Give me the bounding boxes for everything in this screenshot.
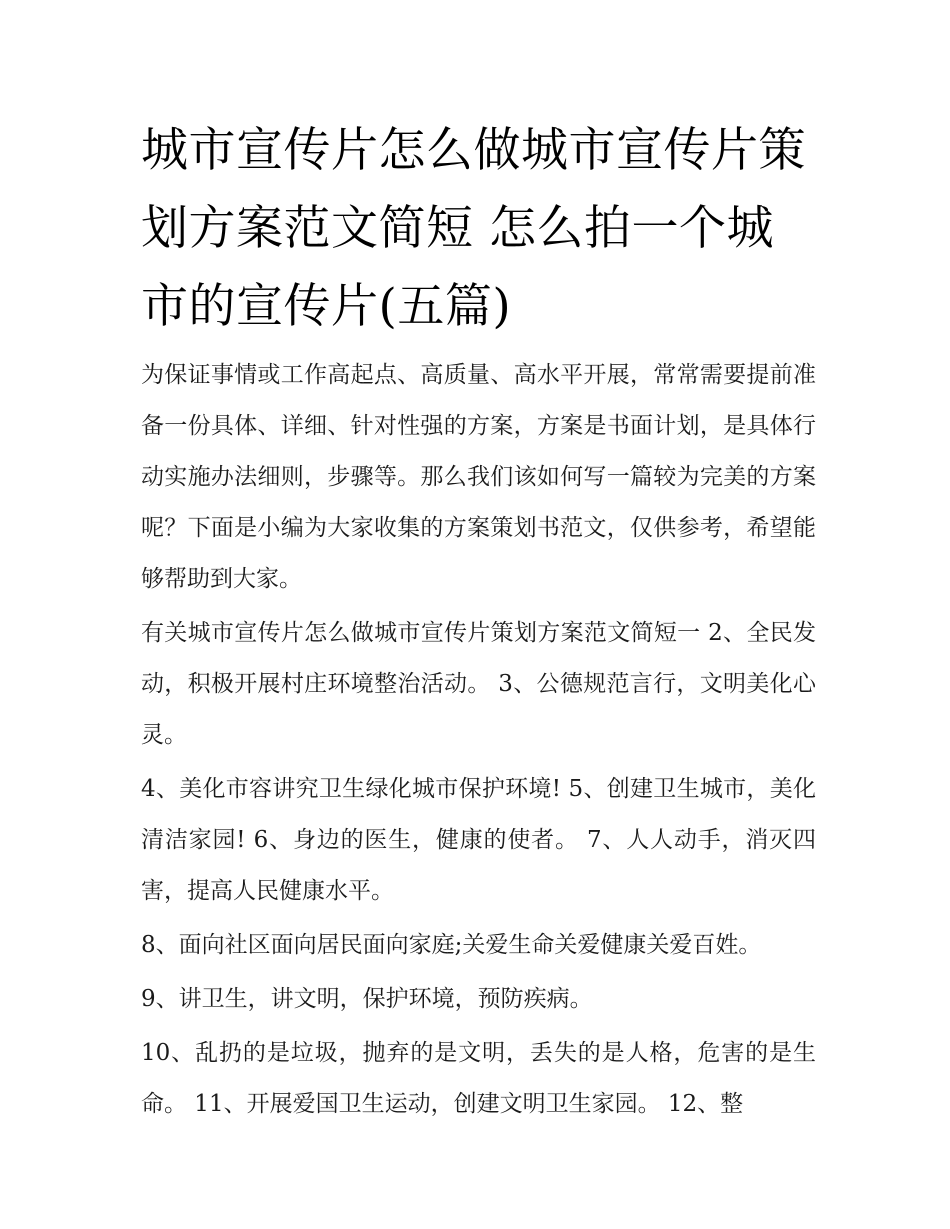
paragraph-slogans-1-3: 有关城市宣传片怎么做城市宣传片策划方案范文简短一 2、全民发动，积极开展村庄环境整治活动。 3、公德规范言行，文明美化心灵。	[141, 620, 816, 748]
paragraph-slogan-9: 9、讲卫生，讲文明，保护环境，预防疾病。	[141, 986, 593, 1012]
paragraph-intro: 为保证事情或工作高起点、高质量、高水平开展，常常需要提前准备一份具体、详细、针对性强的方案，方案是书面计划，是具体行动实施办法细则，步骤等。那么我们该如何写一篇较为完美的方案呢？下面是小编为大家收集的方案策划书范文，仅供参考，希望能够帮助到大家。	[141, 362, 816, 592]
document-title: 城市宣传片怎么做城市宣传片策划方案范文简短 怎么拍一个城市的宣传片(五篇)	[141, 123, 806, 334]
paragraph-slogans-4-7: 4、美化市容讲究卫生绿化城市保护环境! 5、创建卫生城市，美化清洁家园! 6、身边的医生，健康的使者。 7、人人动手，消灭四害，提高人民健康水平。	[141, 776, 816, 904]
paragraph-slogans-10-12: 10、乱扔的是垃圾，抛弃的是文明，丢失的是人格，危害的是生命。 11、开展爱国卫生运动，创建文明卫生家园。 12、整	[141, 1040, 816, 1117]
document-body	[141, 112, 816, 1133]
paragraph-slogan-8: 8、面向社区面向居民面向家庭;关爱生命关爱健康关爱百姓。	[141, 932, 762, 958]
